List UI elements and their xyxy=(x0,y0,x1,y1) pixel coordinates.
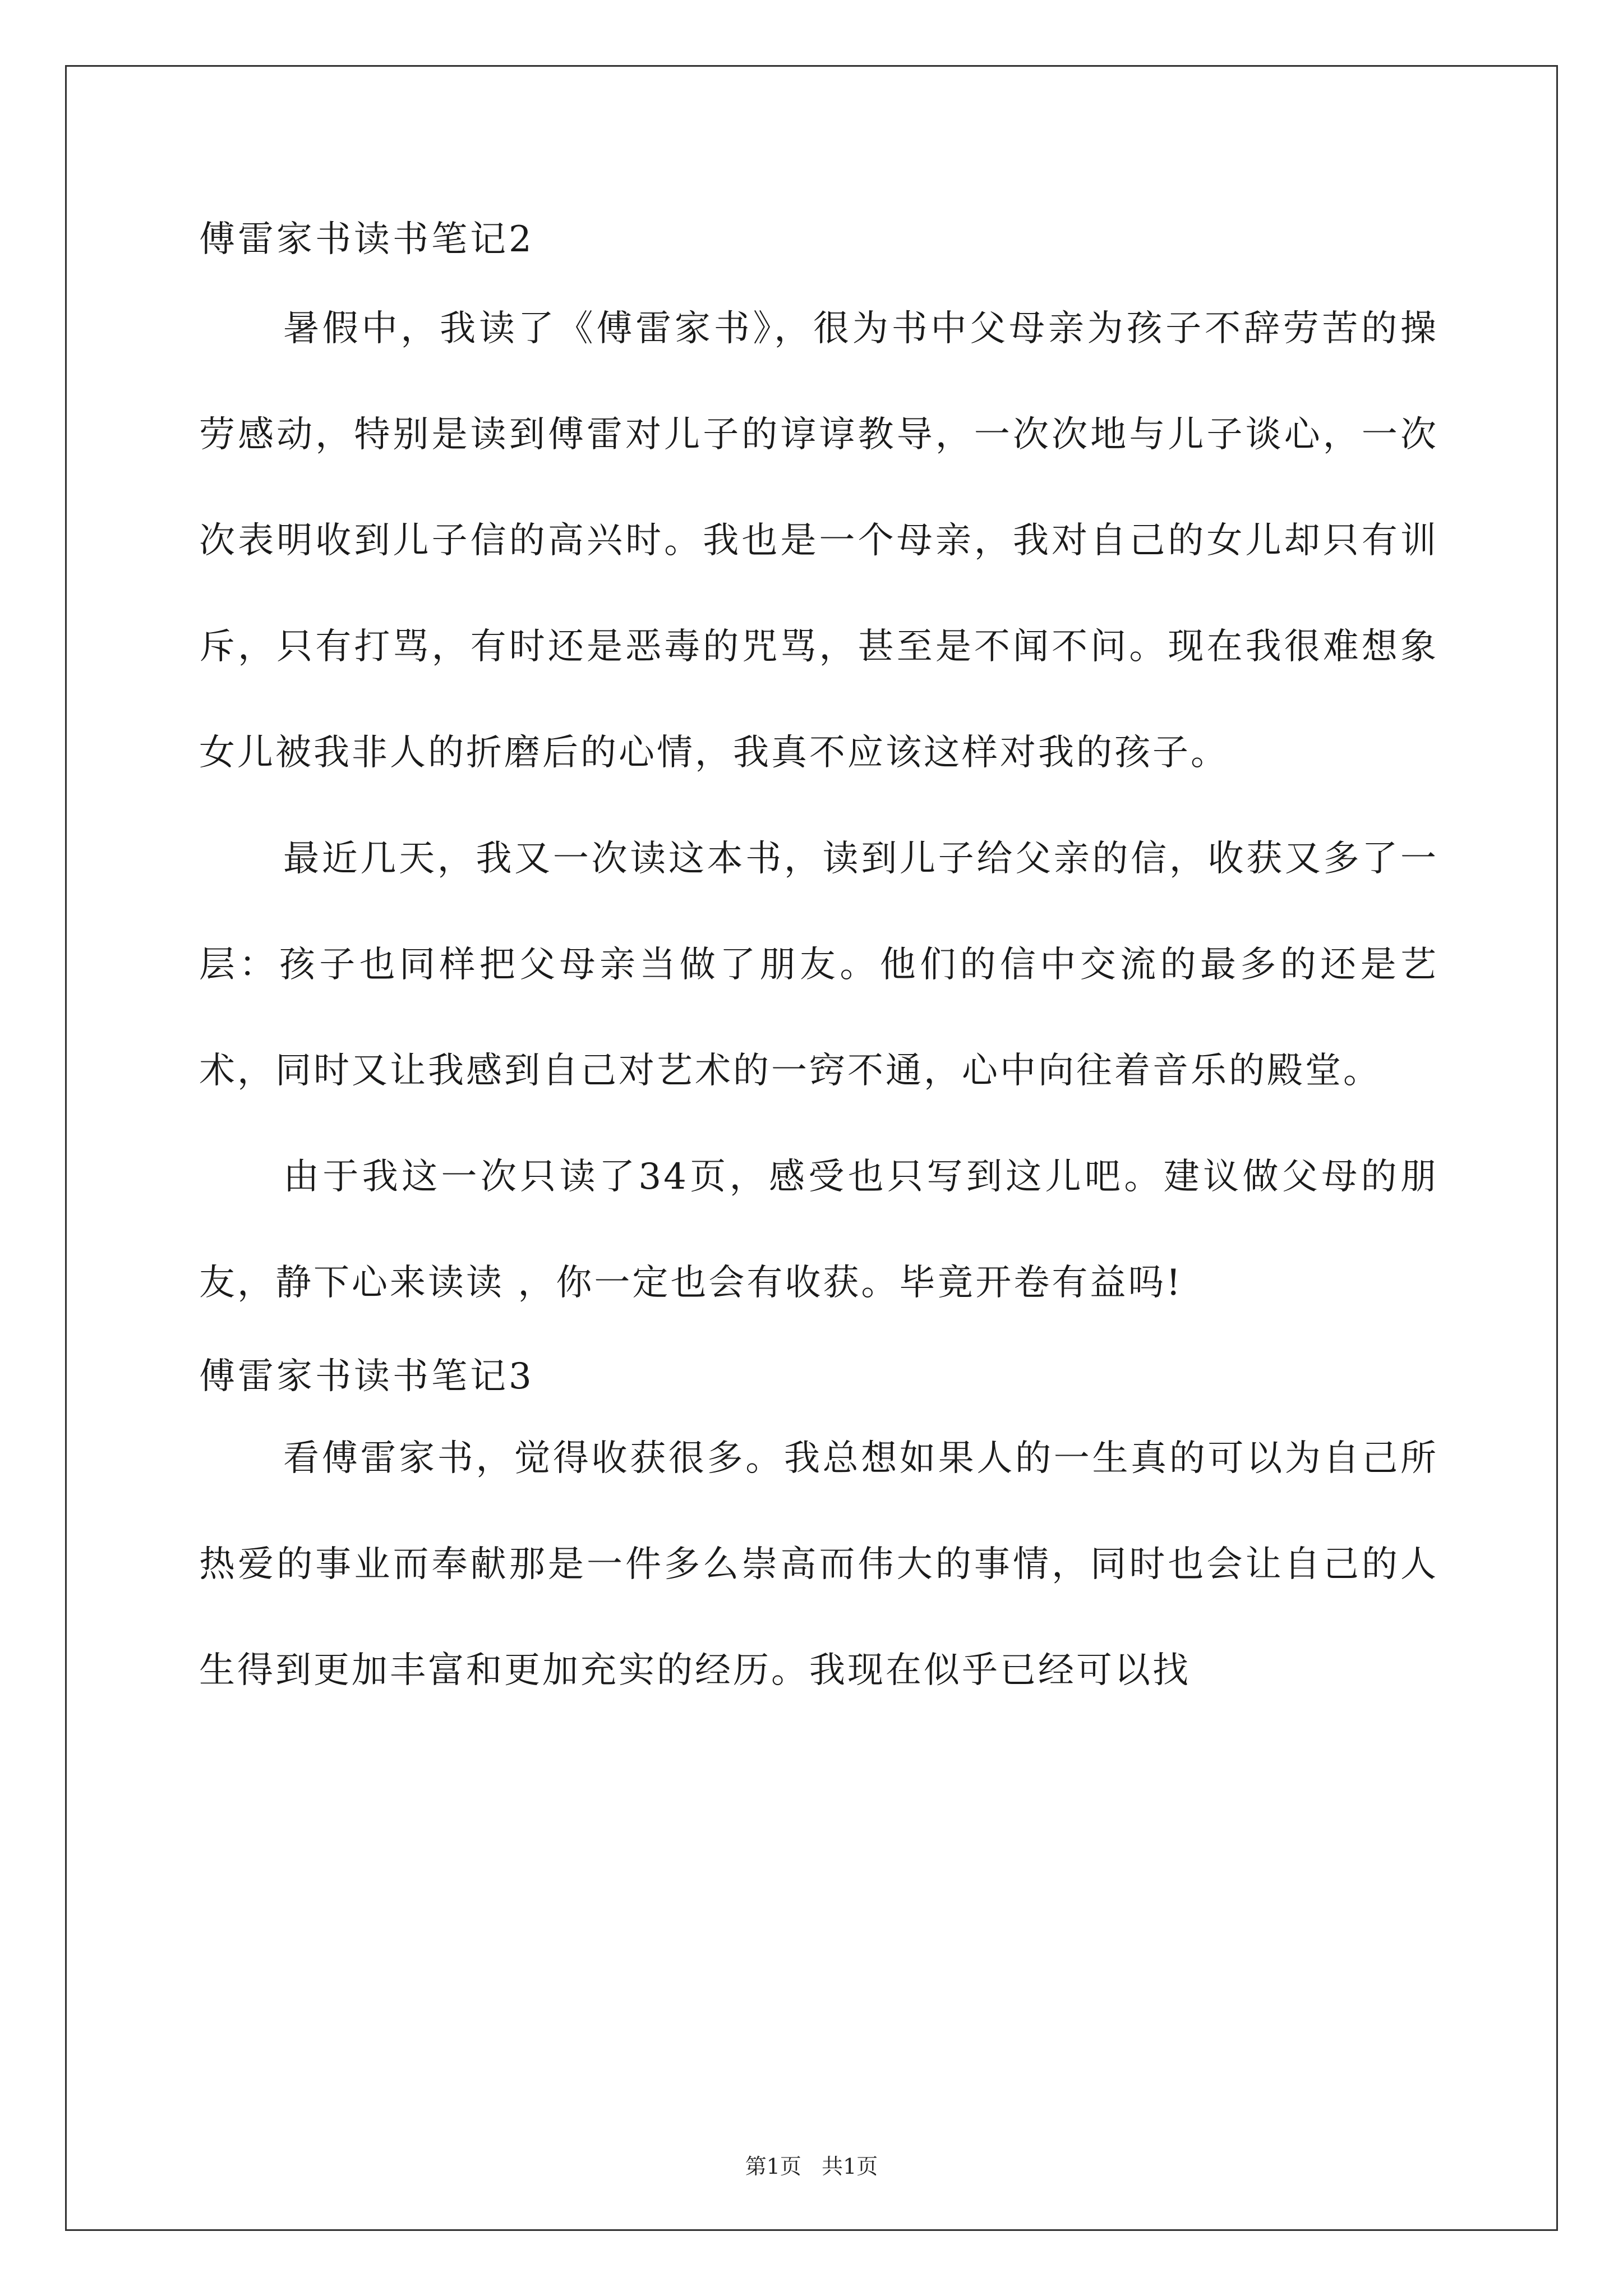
document-body xyxy=(199,219,1438,1724)
paragraph-3: 由于我这一次只读了34页，感受也只写到这儿吧。建议做父母的朋友，静下心来读读 ，你一定也会有收获。毕竟开卷有益吗! xyxy=(199,1156,1438,1304)
page-footer: 第1页 共1页 xyxy=(745,2154,878,2179)
paragraph-1: 暑假中，我读了《傅雷家书》，很为书中父母亲为孩子不辞劳苦的操劳感动，特别是读到傅雷对儿子的谆谆教导，一次次地与儿子谈心，一次次表明收到儿子信的高兴时。我也是一个母亲，我对自己的女儿却只有训斥，只有打骂，有时还是恶毒的咒骂，甚至是不闻不问。现在我很难想象女儿被我非人的折磨后的心情，我真不应该这样对我的孩子。 xyxy=(199,308,1438,774)
paragraph-2: 最近几天，我又一次读这本书，读到儿子给父亲的信，收获又多了一层：孩子也同样把父母亲当做了朋友。他们的信中交流的最多的还是艺术，同时又让我感到自己对艺术的一窍不通，心中向往着音乐的殿堂。 xyxy=(199,838,1438,1092)
paragraph-4: 看傅雷家书，觉得收获很多。我总想如果人的一生真的可以为自己所热爱的事业而奉献那是一件多么崇高而伟大的事情，同时也会让自己的人生得到更加丰富和更加充实的经历。我现在似乎已经可以找 xyxy=(199,1438,1438,1691)
section-title-3: 傅雷家书读书笔记3 xyxy=(199,1356,534,1397)
section-title-2: 傅雷家书读书笔记2 xyxy=(199,219,534,260)
